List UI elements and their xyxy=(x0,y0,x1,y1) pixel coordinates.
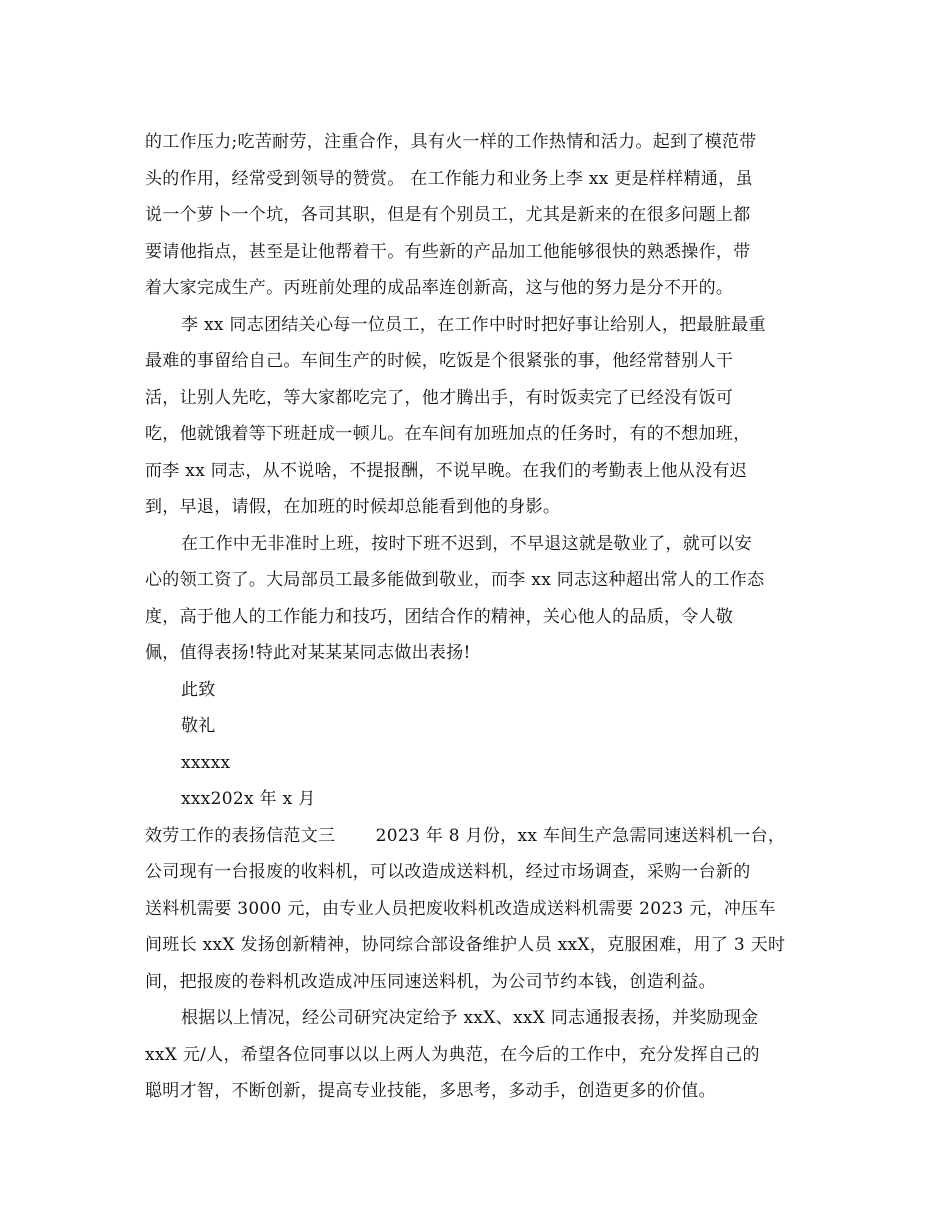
paragraph-line: 到，早退，请假，在加班的时候却总能看到他的身影。 xyxy=(145,497,561,517)
paragraph-line: 的工作压力;吃苦耐劳，注重合作，具有火一样的工作热情和活力。起到了模范带 xyxy=(145,132,757,152)
closing-regards: 敬礼 xyxy=(181,716,216,736)
signature-name: xxxxx xyxy=(181,752,231,773)
paragraph-line: 而李 xx 同志，从不说啥，不提报酬，不说早晚。在我们的考勤表上他从没有迟 xyxy=(145,460,748,481)
document-body xyxy=(145,124,810,1110)
paragraph-line: 说一个萝卜一个坑，各司其职，但是有个别员工，尤其是新来的在很多问题上都 xyxy=(145,205,751,225)
paragraph-line: 最难的事留给自己。车间生产的时候，吃饭是个很紧张的事，他经常替别人干 xyxy=(145,351,734,371)
closing-salutation: 此致 xyxy=(181,679,216,700)
paragraph-line: 根据以上情况，经公司研究决定给予 xxX、xxX 同志通报表扬，并奖励现金 xyxy=(181,1008,759,1028)
paragraph-line: 公司现有一台报废的收料机，可以改造成送料机，经过市场调查，采购一台新的 xyxy=(145,862,751,882)
paragraph-line: 在工作中无非准时上班，按时下班不迟到，不早退这就是敬业了，就可以安 xyxy=(181,533,752,554)
paragraph-line: 吃，他就饿着等下班赶成一顿儿。在车间有加班加点的任务时，有的不想加班， xyxy=(145,424,751,444)
paragraph-line: xxX 元/人，希望各位同事以以上两人为典范，在今后的工作中，充分发挥自己的 xyxy=(145,1044,760,1065)
paragraph-line: 间，把报废的卷料机改造成冲压同速送料机，为公司节约本钱，创造利益。 xyxy=(145,971,716,992)
paragraph-line: 着大家完成生产。丙班前处理的成品率连创新高，这与他的努力是分不开的。 xyxy=(145,278,734,298)
section-heading-line: 效劳工作的表扬信范文三 2023 年 8 月份，xx 车间生产急需同速送料机一台， xyxy=(145,825,786,846)
paragraph-line: 活，让别人先吃，等大家都吃完了，他才腾出手，有时饭卖完了已经没有饭可 xyxy=(145,387,734,408)
paragraph-line: 佩，值得表扬!特此对某某某同志做出表扬! xyxy=(145,643,471,663)
paragraph-line: 度，高于他人的工作能力和技巧，团结合作的精神，关心他人的品质，令人敬 xyxy=(145,606,734,627)
paragraph-line: 送料机需要 3000 元，由专业人员把废收料机改造成送料机需要 2023 元，冲压车 xyxy=(145,898,776,919)
paragraph-line: 心的领工资了。大局部员工最多能做到敬业，而李 xx 同志这种超出常人的工作态 xyxy=(145,570,765,590)
paragraph-line: 要请他指点，甚至是让他帮着干。有些新的产品加工他能够很快的熟悉操作，带 xyxy=(145,241,751,262)
paragraph-line: 李 xx 同志团结关心每一位员工，在工作中时时把好事让给别人，把最脏最重 xyxy=(181,314,766,335)
paragraph-line: 间班长 xxX 发扬创新精神，协同综合部设备维护人员 xxX，克服困难，用了 3 天时 xyxy=(145,935,786,955)
paragraph-line: 头的作用，经常受到领导的赞赏。 在工作能力和业务上李 xx 更是样样精通，虽 xyxy=(145,168,753,189)
signature-date: xxx202x 年 x 月 xyxy=(181,789,316,809)
paragraph-line: 聪明才智，不断创新，提高专业技能，多思考，多动手，创造更多的价值。 xyxy=(145,1081,716,1101)
